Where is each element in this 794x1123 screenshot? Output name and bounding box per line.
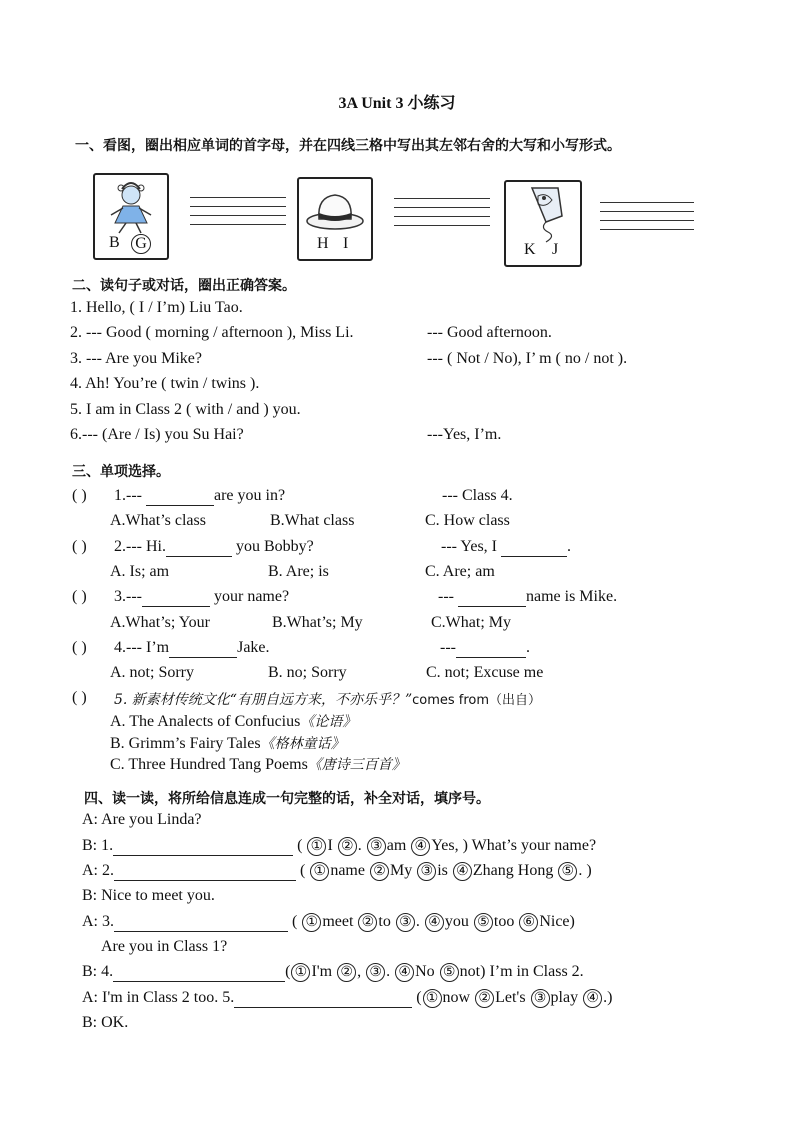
q2-option-c: C. Are; am [425,563,495,580]
dialog-3-opt-2: My [389,862,413,879]
dialog-8-opt-1: now [442,989,471,1006]
dialog-2-tail: What’s your name? [467,837,597,854]
q4-option-b: B. no; Sorry [268,664,347,681]
q3-blank[interactable] [142,588,210,607]
q5-option-c [110,754,406,774]
dialog-3-opt-5: . ) [578,862,592,879]
num-5-icon: ⑤ [474,913,493,932]
num-4-icon: ④ [583,989,602,1008]
dialog-2-opt-3: am [386,837,407,854]
q3-paren: ( ) [72,588,87,605]
dialog-7-opt-1: I'm [311,963,333,980]
dialog-line-5 [82,913,575,932]
card-girl [93,173,169,260]
q4-paren: ( ) [72,639,87,656]
s2-item-6: 6.--- (Are / Is) you Su Hai? [70,426,244,443]
dialog-3-label: A: 2. [82,862,114,879]
dialog-5-opt-1: meet [322,913,354,930]
q1-option-c: C. How class [425,512,510,529]
dialog-5-opt-2: to [378,913,391,930]
card3-letter-a: K [524,241,536,258]
dialog-8-opt-3: play [550,989,579,1006]
q2-pre: 2.--- Hi. [114,538,166,555]
q5-stem-cn: 5. 新素材传统文化“有朋自远方来，不亦乐乎？” [114,692,413,708]
dialog-2-label: B: 1. [82,837,114,854]
q3-reply-post: name is Mike. [525,588,618,605]
num-1-icon: ① [291,963,310,982]
s2-item-1: 1. Hello, ( I / I’m) Liu Tao. [70,299,243,316]
q4-reply-pre: --- [440,639,456,656]
q2-post: you Bobby? [231,538,314,555]
q1-post: are you in? [213,487,286,504]
q1-option-a: A.What’s class [110,512,206,529]
q2-reply [441,538,571,557]
answer-blank-3[interactable] [114,913,288,932]
answer-blank-1[interactable] [113,837,293,856]
answer-blank-4[interactable] [113,963,285,982]
four-line-grid-3 [600,202,694,238]
dialog-3-open: ( [300,862,310,879]
section4-heading: 四、读一读，将所给信息连成一句完整的话，补全对话，填序号。 [84,791,490,807]
s2-item-5: 5. I am in Class 2 ( with / and ) you. [70,401,301,418]
dialog-2-opt-2: . [357,837,362,854]
num-5-icon: ⑤ [440,963,459,982]
section1-heading: 一、看图，圈出相应单词的首字母，并在四线三格中写出其左邻右舍的大写和小写形式。 [75,138,621,154]
q2-option-a: A. Is; am [110,563,170,580]
dialog-7-tail: I’m in Class 2. [485,963,584,980]
q5-stem [114,689,541,709]
dialog-2-opt-4: Yes, ) [431,837,468,854]
four-line-grid-1 [190,197,286,233]
q3-reply-blank[interactable] [458,588,526,607]
q4-stem [114,639,270,658]
q5-option-c-en: C. Three Hundred Tang Poems [110,756,308,773]
num-3-icon: ③ [366,963,385,982]
s2-item-3: 3. --- Are you Mike? [70,350,202,367]
q1-stem [114,487,285,506]
q2-blank[interactable] [166,538,232,557]
dialog-7-opt-3: . [386,963,391,980]
q3-pre: 3.--- [114,588,142,605]
four-line-grid-2 [394,198,490,234]
s2-item-6-reply: ---Yes, I’m. [427,426,502,443]
dialog-7-opt-4: No [415,963,435,980]
card-hat [297,177,373,261]
num-5-icon: ⑤ [558,862,577,881]
dialog-5-opt-3: . [415,913,420,930]
dialog-3-opt-1: name [330,862,365,879]
card2-letter-b: I [343,235,349,252]
card-kite [504,180,582,267]
q4-pre: 4.--- I’m [114,639,170,656]
dialog-5-open: ( [292,913,302,930]
q5-option-a [110,711,356,731]
num-4-icon: ④ [411,837,430,856]
q3-option-b: B.What’s; My [272,614,363,631]
dialog-8-opt-2: Let's [495,989,526,1006]
q3-reply-pre: --- [438,588,458,605]
q3-post: your name? [209,588,290,605]
num-2-icon: ② [370,862,389,881]
q2-reply-blank[interactable] [501,538,567,557]
dialog-line-6: Are you in Class 1? [101,938,228,955]
q4-option-a: A. not; Sorry [110,664,194,681]
q1-pre: 1.--- [114,487,146,504]
dialog-7-open: ( [285,963,291,980]
dialog-2-open: ( [297,837,307,854]
card1-letter-a: B [109,234,120,251]
dialog-7-label: B: 4. [82,963,114,980]
dialog-8-open: ( [416,989,422,1006]
num-6-icon: ⑥ [519,913,538,932]
num-4-icon: ④ [453,862,472,881]
q5-option-b-cn: 《格林童话》 [260,736,345,752]
girl-dancing-icon [95,175,167,237]
dialog-7-opt-5: not) [459,963,486,980]
num-1-icon: ① [307,837,326,856]
q1-reply: --- Class 4. [442,487,513,504]
card2-letter-a: H [317,235,329,252]
num-3-icon: ③ [367,837,386,856]
card1-letter-b: G [131,234,151,254]
q1-option-b: B.What class [270,512,355,529]
num-2-icon: ② [338,837,357,856]
q4-option-c: C. not; Excuse me [426,664,544,681]
dialog-7-opt-2: , [357,963,362,980]
q2-option-b: B. Are; is [268,563,329,580]
q5-option-a-en: A. The Analects of Confucius [110,713,301,730]
dialog-line-2 [82,837,596,856]
num-2-icon: ② [337,963,356,982]
q5-option-b-en: B. Grimm’s Fairy Tales [110,735,261,752]
dialog-3-opt-3: is [437,862,448,879]
answer-blank-5[interactable] [234,989,412,1008]
s2-item-2-reply: --- Good afternoon. [427,324,552,341]
section2-heading: 二、读句子或对话，圈出正确答案。 [72,278,296,294]
q4-reply-blank[interactable] [456,639,526,658]
q5-option-b [110,733,345,753]
num-1-icon: ① [310,862,329,881]
dialog-3-opt-4: Zhang Hong [472,862,554,879]
answer-blank-2[interactable] [114,862,296,881]
q2-reply-post: . [567,538,571,555]
num-2-icon: ② [475,989,494,1008]
q3-reply [438,588,617,607]
dialog-line-7 [82,963,584,982]
num-4-icon: ④ [395,963,414,982]
q3-stem [114,588,289,607]
q4-reply [440,639,530,658]
q5-stem-tail: （出自） [489,693,542,708]
q2-reply-pre: --- Yes, I [441,538,501,555]
dialog-5-opt-6: Nice) [539,913,575,930]
q5-option-c-cn: 《唐诗三百首》 [307,757,406,773]
dialog-line-1: A: Are you Linda? [82,811,202,828]
card3-letter-b: J [552,241,559,258]
q3-option-c: C.What; My [431,614,511,631]
dialog-5-opt-5: too [493,913,515,930]
q1-paren: ( ) [72,487,87,504]
dialog-8-label: A: I'm in Class 2 too. 5. [82,989,235,1006]
page-title: 3A Unit 3 小练习 [338,95,456,112]
q5-option-a-cn: 《论语》 [300,714,357,730]
num-3-icon: ③ [396,913,415,932]
num-3-icon: ③ [417,862,436,881]
q4-blank[interactable] [169,639,237,658]
kite-icon [506,182,580,244]
q2-stem [114,538,314,557]
s2-item-2: 2. --- Good ( morning / afternoon ), Miss Li. [70,324,354,341]
num-4-icon: ④ [425,913,444,932]
dialog-line-9: B: OK. [82,1014,129,1031]
q4-post: Jake. [237,639,270,656]
q3-option-a: A.What’s; Your [110,614,211,631]
section3-heading: 三、单项选择。 [72,464,170,480]
q4-reply-post: . [525,639,530,656]
s2-item-4: 4. Ah! You’re ( twin / twins ). [70,375,260,392]
num-1-icon: ① [423,989,442,1008]
dialog-2-opt-1: I [327,837,333,854]
s2-item-3-reply: --- ( Not / No), I’ m ( no / not ). [427,350,628,367]
q1-blank[interactable] [146,487,214,506]
num-2-icon: ② [358,913,377,932]
num-3-icon: ③ [531,989,550,1008]
num-1-icon: ① [302,913,321,932]
dialog-8-opt-4: .) [603,989,613,1006]
q2-paren: ( ) [72,538,87,555]
q5-stem-en: comes from [412,693,490,708]
dialog-5-label: A: 3. [82,913,114,930]
hat-icon [299,179,371,239]
dialog-line-3 [82,862,592,881]
dialog-line-4: B: Nice to meet you. [82,887,215,904]
q5-paren: ( ) [72,689,87,706]
dialog-5-opt-4: you [444,913,469,930]
dialog-line-8 [82,989,612,1008]
